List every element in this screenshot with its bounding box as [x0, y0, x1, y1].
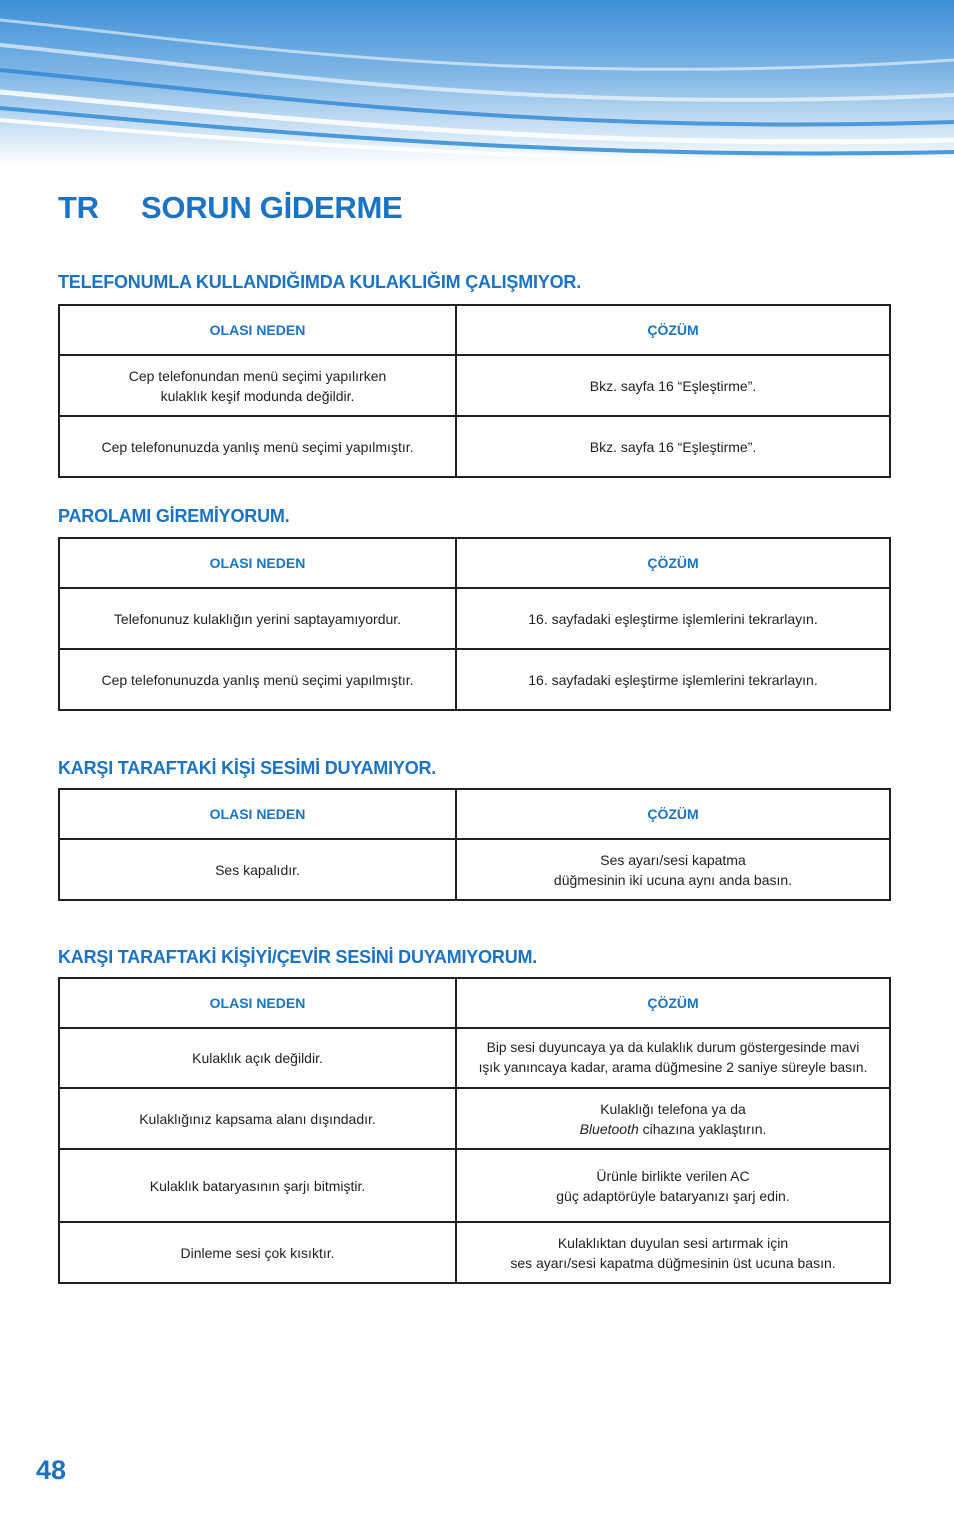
- table-row: [59, 1149, 890, 1222]
- cause-cell: Kulaklık açık değildir.: [59, 1028, 456, 1088]
- solution-cell: 16. sayfadaki eşleştirme işlemlerini tekrarlayın.: [456, 649, 890, 710]
- bluetooth-term: Bluetooth: [579, 1120, 639, 1137]
- solution-cell: Bkz. sayfa 16 “Eşleştirme”.: [456, 416, 890, 477]
- table-row: [59, 1222, 890, 1283]
- solution-cell: Bkz. sayfa 16 “Eşleştirme”.: [456, 355, 890, 416]
- solution-cell: Kulaklığı telefona ya da Bluetooth cihazına yaklaştırın.: [456, 1088, 890, 1149]
- cause-cell: Kulaklık bataryasının şarjı bitmiştir.: [59, 1149, 456, 1222]
- cause-cell: Dinleme sesi çok kısıktır.: [59, 1222, 456, 1283]
- table-header-row: [59, 538, 890, 588]
- solution-cell: Bip sesi duyuncaya ya da kulaklık durum göstergesinde mavi ışık yanıncaya kadar, arama düğmesine 2 saniye süreyle basın.: [456, 1028, 890, 1088]
- section-title: KARŞI TARAFTAKİ KİŞİ SESİMİ DUYAMIYOR.: [58, 758, 437, 778]
- header-cause: OLASI NEDEN: [59, 538, 456, 588]
- solution-cell: 16. sayfadaki eşleştirme işlemlerini tekrarlayın.: [456, 588, 890, 649]
- solution-cell: Ürünle birlikte verilen AC güç adaptörüyle bataryanızı şarj edin.: [456, 1149, 890, 1222]
- section-title: TELEFONUMLA KULLANDIĞIMDA KULAKLIĞIM ÇALIŞMIYOR.: [58, 272, 582, 292]
- header-cause: OLASI NEDEN: [59, 789, 456, 839]
- table-row: [59, 416, 890, 477]
- troubleshooting-table: [58, 977, 891, 1284]
- cause-cell: Kulaklığınız kapsama alanı dışındadır.: [59, 1088, 456, 1149]
- cause-cell: Cep telefonunuzda yanlış menü seçimi yapılmıştır.: [59, 416, 456, 477]
- header-cause: OLASI NEDEN: [59, 978, 456, 1028]
- table-row: [59, 649, 890, 710]
- troubleshooting-table: [58, 304, 891, 478]
- troubleshooting-table: [58, 537, 891, 711]
- header-solution: ÇÖZÜM: [456, 789, 890, 839]
- solution-cell: Kulaklıktan duyulan sesi artırmak için ses ayarı/sesi kapatma düğmesinin üst ucuna basın.: [456, 1222, 890, 1283]
- cause-cell: Cep telefonundan menü seçimi yapılırken kulaklık keşif modunda değildir.: [59, 355, 456, 416]
- cause-cell: Ses kapalıdır.: [59, 839, 456, 900]
- header-solution: ÇÖZÜM: [456, 978, 890, 1028]
- cause-cell: Cep telefonunuzda yanlış menü seçimi yapılmıştır.: [59, 649, 456, 710]
- table-header-row: [59, 305, 890, 355]
- header-solution: ÇÖZÜM: [456, 538, 890, 588]
- page-number: 48: [36, 1455, 67, 1485]
- table-row: [59, 1088, 890, 1149]
- table-header-row: [59, 978, 890, 1028]
- header-solution: ÇÖZÜM: [456, 305, 890, 355]
- solution-cell: Ses ayarı/sesi kapatma düğmesinin iki ucuna aynı anda basın.: [456, 839, 890, 900]
- table-row: [59, 588, 890, 649]
- header-wave-banner: [0, 0, 954, 165]
- table-row: [59, 839, 890, 900]
- section-title: KARŞI TARAFTAKİ KİŞİYİ/ÇEVİR SESİNİ DUYAMIYORUM.: [58, 947, 538, 967]
- table-header-row: [59, 789, 890, 839]
- page-title: [58, 190, 402, 226]
- page-title-text: SORUN GİDERME: [141, 190, 403, 225]
- cause-cell: Telefonunuz kulaklığın yerini saptayamıyordur.: [59, 588, 456, 649]
- header-cause: OLASI NEDEN: [59, 305, 456, 355]
- table-row: [59, 1028, 890, 1088]
- troubleshooting-table: [58, 788, 891, 901]
- language-code: TR: [58, 190, 99, 225]
- table-row: [59, 355, 890, 416]
- section-title: PAROLAMI GİREMİYORUM.: [58, 506, 290, 526]
